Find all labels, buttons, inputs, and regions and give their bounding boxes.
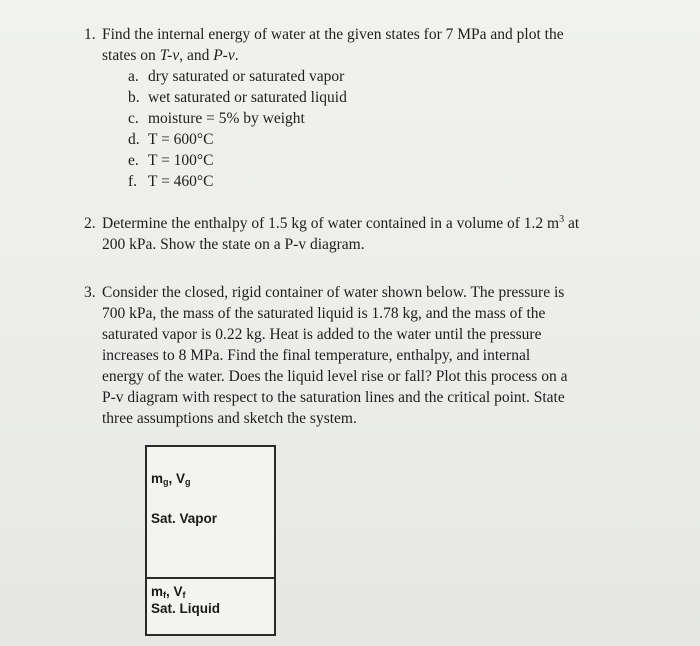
liquid-v-subscript: f <box>182 590 186 600</box>
question-2-number: 2. <box>84 215 96 232</box>
sat-liquid-label: Sat. Liquid <box>151 601 220 616</box>
question-3-line: 700 kPa, the mass of the saturated liquid is 1.78 kg, and the mass of the <box>102 305 546 322</box>
subitem-b <box>128 87 644 108</box>
p-v-label: P-v <box>213 47 235 64</box>
subitem-letter: a. <box>128 68 139 85</box>
subitem-letter: d. <box>128 131 140 148</box>
question-1-line-1: Find the internal energy of water at the given states for 7 MPa and plot the <box>102 26 564 43</box>
vapor-mass-volume-label <box>151 471 191 487</box>
subitem-letter: e. <box>128 152 139 169</box>
question-1-line-2-mid: , and <box>179 47 214 64</box>
question-3-line: Consider the closed, rigid container of water shown below. The pressure is <box>102 284 565 301</box>
vapor-m: m <box>151 471 164 486</box>
question-2-line-1-end: at <box>564 215 580 232</box>
liquid-mass-volume-label <box>151 584 186 600</box>
liquid-level-line <box>147 577 274 579</box>
liquid-m-subscript: f <box>163 590 167 600</box>
cubic-superscript: 3 <box>559 213 565 225</box>
subitem-text: T = 460°C <box>148 173 214 190</box>
question-1-line-2-prefix: states on <box>102 47 160 64</box>
subitem-d <box>128 129 644 150</box>
vapor-m-subscript: g <box>163 477 169 487</box>
liquid-m: m <box>151 584 164 599</box>
t-v-label: T-v <box>159 47 180 64</box>
liquid-v: , V <box>166 584 183 599</box>
question-3-text <box>102 282 644 429</box>
subitem-letter: b. <box>128 89 140 106</box>
question-1-text <box>102 24 644 66</box>
question-1-line-2-end: . <box>234 47 239 64</box>
subitem-text: T = 100°C <box>148 152 214 169</box>
question-3-line: P-v diagram with respect to the saturation lines and the critical point. State <box>102 389 565 406</box>
subitem-e <box>128 150 644 171</box>
question-3-line: saturated vapor is 0.22 kg. Heat is added to the water until the pressure <box>102 326 542 343</box>
question-2 <box>84 213 644 255</box>
question-1 <box>84 24 644 192</box>
vapor-v: , V <box>168 471 186 486</box>
subitem-letter: f. <box>128 173 138 190</box>
subitem-text: wet saturated or saturated liquid <box>148 89 347 106</box>
question-3-number: 3. <box>84 284 96 301</box>
question-3-line: energy of the water. Does the liquid level rise or fall? Plot this process on a <box>102 368 568 385</box>
question-2-line-1: Determine the enthalpy of 1.5 kg of water contained in a volume of 1.2 m <box>102 215 560 232</box>
question-1-number: 1. <box>84 26 96 43</box>
question-3-line: three assumptions and sketch the system. <box>102 410 357 427</box>
subitem-text: moisture = 5% by weight <box>148 110 305 127</box>
subitem-text: T = 600°C <box>148 131 214 148</box>
subitem-text: dry saturated or saturated vapor <box>148 68 345 85</box>
subitem-f <box>128 171 644 192</box>
rigid-container-diagram <box>145 445 276 636</box>
sat-vapor-label: Sat. Vapor <box>151 511 218 526</box>
subitem-a <box>128 66 644 87</box>
question-2-text <box>102 213 644 255</box>
vapor-v-subscript: g <box>185 477 191 487</box>
question-3-line: increases to 8 MPa. Find the final temperature, enthalpy, and internal <box>102 347 531 364</box>
subitem-c <box>128 108 644 129</box>
question-3 <box>84 282 644 429</box>
subitem-letter: c. <box>128 110 139 127</box>
question-2-line-2: 200 kPa. Show the state on a P-v diagram. <box>102 236 365 253</box>
